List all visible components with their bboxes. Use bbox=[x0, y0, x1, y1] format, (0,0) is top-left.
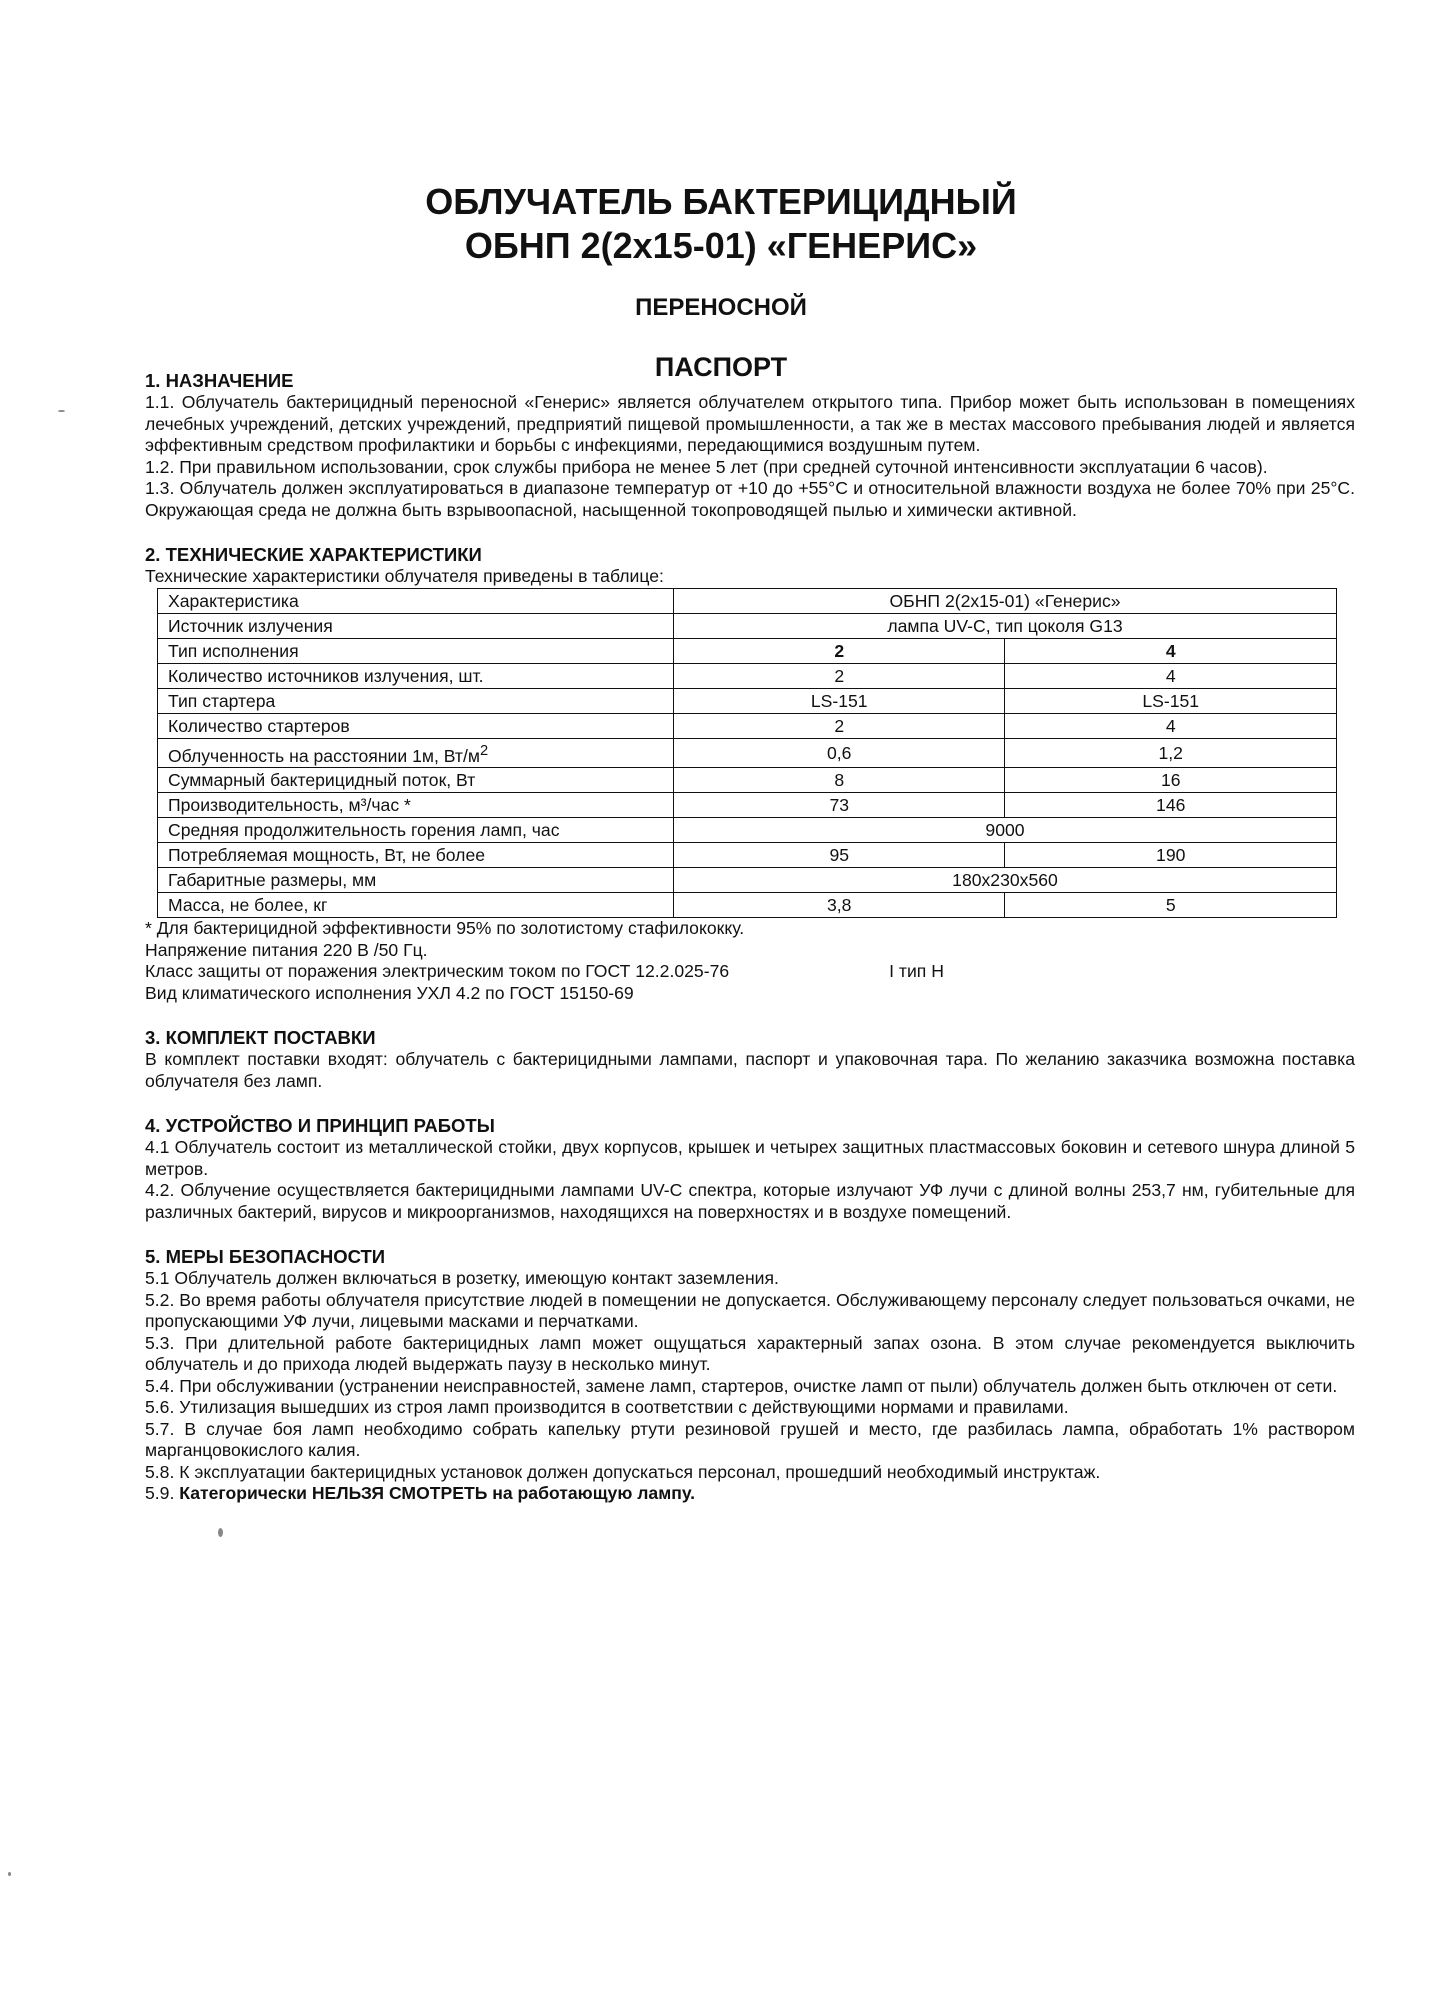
table-cell-value: 4 bbox=[1005, 638, 1337, 663]
table-row bbox=[158, 893, 1337, 918]
table-row bbox=[158, 638, 1337, 663]
table-cell-label: Тип исполнения bbox=[158, 638, 674, 663]
protection-class-label: Класс защиты от поражения электрическим током по ГОСТ 12.2.025-76 bbox=[145, 961, 730, 982]
section2-notes bbox=[145, 918, 1355, 1004]
table-row bbox=[158, 868, 1337, 893]
document-subtitle: ПЕРЕНОСНОЙ bbox=[635, 294, 807, 321]
section5-paragraph-5: 5.6. Утилизация вышедших из строя ламп производится в соответствии с действующими нормами и правилами. bbox=[145, 1397, 1069, 1418]
section5-paragraph-6: 5.7. В случае боя ламп необходимо собрать капельку ртути резиновой грушей и место, где разбилась лампа, обработать 1% раствором марганцовокислого калия. bbox=[145, 1418, 1355, 1461]
table-cell-value: 2 bbox=[674, 663, 1005, 688]
table-cell-value: 3,8 bbox=[674, 893, 1005, 918]
section1-paragraph-2: 1.2. При правильном использовании, срок службы прибора не менее 5 лет (при средней суточной интенсивности эксплуатации 6 часов). bbox=[145, 456, 1268, 477]
table-cell-value: 4 bbox=[1005, 663, 1337, 688]
section4-paragraph-2: 4.2. Облучение осуществляется бактерицидными лампами UV-C спектра, которые излучают УФ лучи с длиной волны 253,7 нм, губительные для различных бактерий, вирусов и микроорганизмов, находящихся на поверхностях и в воздухе помещений. bbox=[145, 1180, 1355, 1222]
section5-paragraph-8-prefix: 5.9. bbox=[145, 1483, 180, 1504]
irradiance-label: Облученность на расстоянии 1м, Вт/м bbox=[168, 745, 480, 766]
table-row bbox=[158, 688, 1337, 713]
document-type: ПАСПОРТ bbox=[654, 352, 788, 382]
table-row bbox=[158, 818, 1337, 843]
irradiance-unit-superscript: 2 bbox=[479, 742, 489, 759]
table-cell-value: 2 bbox=[674, 638, 1005, 663]
table-cell-label: Производительность, м³/час * bbox=[158, 793, 674, 818]
table-row bbox=[158, 663, 1337, 688]
table-cell-label bbox=[158, 738, 674, 768]
table-cell-value: LS-151 bbox=[674, 688, 1005, 713]
table-row bbox=[158, 793, 1337, 818]
section1-paragraph-3: 1.3. Облучатель должен эксплуатироваться в диапазоне температур от +10 до +55°С и относительной влажности воздуха не более 70% при 25°С. Окружающая среда не должна быть взрывоопасной, насыщенной токопроводящей пылью и химически активной. bbox=[145, 478, 1355, 520]
table-cell-label: Источник излучения bbox=[158, 613, 674, 638]
section1-paragraph-1: 1.1. Облучатель бактерицидный переносной «Генерис» является облучателем открытого типа. Прибор может быть использован в помещениях лечебных учреждений, детских учреждений, предприятий пищевой промышленности, а так же в местах массового пребывания людей и является эффективным средством профилактики и борьбы с инфекциями, передающимися воздушным путем. bbox=[145, 392, 1355, 455]
section3-heading: 3. КОМПЛЕКТ ПОСТАВКИ bbox=[145, 1027, 376, 1049]
footnote: * Для бактерицидной эффективности 95% по золотистому стафилококку. bbox=[145, 918, 745, 939]
title-block bbox=[0, 180, 1442, 383]
document-body bbox=[145, 370, 1355, 1505]
table-cell-value: 2 bbox=[674, 713, 1005, 738]
section2-intro: Технические характеристики облучателя приведены в таблице: bbox=[145, 566, 664, 586]
section5-paragraph-3: 5.3. При длительной работе бактерицидных ламп может ощущаться характерный запах озона. В этом случае рекомендуется выключить облучатель и до прихода людей выдержать паузу в несколько минут. bbox=[145, 1332, 1355, 1375]
table-row bbox=[158, 713, 1337, 738]
table-cell-value: 5 bbox=[1005, 893, 1337, 918]
table-cell-label: Средняя продолжительность горения ламп, час bbox=[158, 818, 674, 843]
table-row bbox=[158, 843, 1337, 868]
section2-heading: 2. ТЕХНИЧЕСКИЕ ХАРАКТЕРИСТИКИ bbox=[145, 544, 482, 565]
table-cell-label: Количество стартеров bbox=[158, 713, 674, 738]
section5-heading: 5. МЕРЫ БЕЗОПАСНОСТИ bbox=[145, 1246, 386, 1268]
section1-heading: 1. НАЗНАЧЕНИЕ bbox=[145, 370, 294, 391]
table-cell-value: LS-151 bbox=[1005, 688, 1337, 713]
climate-note: Вид климатического исполнения УХЛ 4.2 по ГОСТ 15150-69 bbox=[145, 982, 634, 1003]
table-cell-label: Тип стартера bbox=[158, 688, 674, 713]
table-cell-label: Суммарный бактерицидный поток, Вт bbox=[158, 768, 674, 793]
section5-paragraph-8 bbox=[145, 1483, 1355, 1505]
scan-speck bbox=[8, 1872, 11, 1876]
scan-speck bbox=[218, 1528, 223, 1537]
table-cell-label: Габаритные размеры, мм bbox=[158, 868, 674, 893]
table-cell-value: ОБНП 2(2х15-01) «Генерис» bbox=[674, 588, 1337, 613]
table-cell-value: 95 bbox=[674, 843, 1005, 868]
table-cell-value: 0,6 bbox=[674, 738, 1005, 768]
table-cell-value: 9000 bbox=[674, 818, 1337, 843]
protection-class-value: I тип Н bbox=[889, 961, 944, 982]
section4-heading: 4. УСТРОЙСТВО И ПРИНЦИП РАБОТЫ bbox=[145, 1115, 495, 1137]
table-cell-value: лампа UV-C, тип цоколя G13 bbox=[674, 613, 1337, 638]
section4-paragraph-1: 4.1 Облучатель состоит из металлической стойки, двух корпусов, крышек и четырех защитных пластмассовых боковин и сетевого шнура длиной 5 метров. bbox=[145, 1137, 1355, 1179]
table-row bbox=[158, 613, 1337, 638]
table-row bbox=[158, 768, 1337, 793]
section5-paragraph-7: 5.8. К эксплуатации бактерицидных установок должен допускаться персонал, прошедший необходимый инструктаж. bbox=[145, 1461, 1101, 1482]
voltage-note: Напряжение питания 220 В /50 Гц. bbox=[145, 939, 428, 960]
section5-paragraph-4: 5.4. При обслуживании (устранении неисправностей, замене ламп, стартеров, очистке ламп от пыли) облучатель должен быть отключен от сети. bbox=[145, 1375, 1338, 1396]
document-title-line2: ОБНП 2(2х15-01) «ГЕНЕРИС» bbox=[464, 225, 978, 266]
table-cell-value: 190 bbox=[1005, 843, 1337, 868]
table-row bbox=[158, 738, 1337, 768]
table-cell-value: 73 bbox=[674, 793, 1005, 818]
table-cell-label: Характеристика bbox=[158, 588, 674, 613]
table-cell-label: Масса, не более, кг bbox=[158, 893, 674, 918]
table-row bbox=[158, 588, 1337, 613]
table-cell-value: 4 bbox=[1005, 713, 1337, 738]
table-cell-label: Количество источников излучения, шт. bbox=[158, 663, 674, 688]
table-cell-value: 146 bbox=[1005, 793, 1337, 818]
section5-paragraph-1: 5.1 Облучатель должен включаться в розетку, имеющую контакт заземления. bbox=[145, 1268, 779, 1289]
spec-table bbox=[157, 588, 1337, 919]
table-cell-value: 8 bbox=[674, 768, 1005, 793]
section5-paragraph-2: 5.2. Во время работы облучателя присутствие людей в помещении не допускается. Обслуживающему персоналу следует пользоваться очками, не пропускающими УФ лучи, лицевыми масками и перчатками. bbox=[145, 1289, 1355, 1332]
document-title-line1: ОБЛУЧАТЕЛЬ БАКТЕРИЦИДНЫЙ bbox=[425, 181, 1017, 222]
section3-paragraph-1: В комплект поставки входят: облучатель с бактерицидными лампами, паспорт и упаковочная тара. По желанию заказчика возможна поставка облучателя без ламп. bbox=[145, 1049, 1355, 1091]
table-cell-value: 16 bbox=[1005, 768, 1337, 793]
table-cell-value: 180х230х560 bbox=[674, 868, 1337, 893]
table-cell-value: 1,2 bbox=[1005, 738, 1337, 768]
scan-speck bbox=[58, 410, 65, 412]
warning-text: Категорически НЕЛЬЗЯ СМОТРЕТЬ на работающую лампу. bbox=[179, 1483, 695, 1504]
protection-class-note bbox=[145, 961, 1355, 983]
table-cell-label: Потребляемая мощность, Вт, не более bbox=[158, 843, 674, 868]
